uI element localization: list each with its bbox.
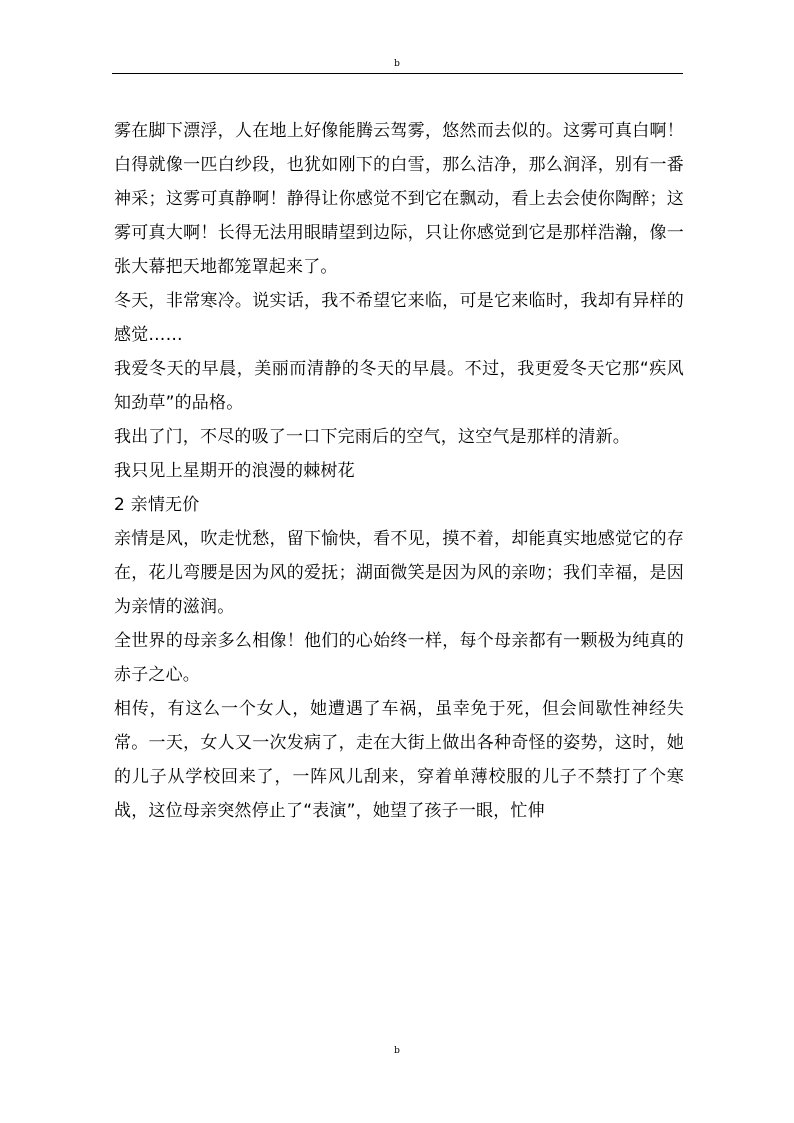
paragraph-winter-cold: 冬天，非常寒冷。说实话，我不希望它来临，可是它来临时，我却有异样的感觉…… bbox=[114, 291, 684, 345]
header-divider bbox=[112, 73, 683, 74]
section-heading: 2 亲情无价 bbox=[114, 495, 200, 515]
paragraph-winter-morning: 我爱冬天的早晨，美丽而清静的冬天的早晨。不过，我更爱冬天它那“疾风知劲草”的品格。 bbox=[114, 359, 684, 413]
page-footer: b bbox=[394, 1046, 400, 1056]
paragraph-fog: 雾在脚下漂浮，人在地上好像能腾云驾雾，悠然而去似的。这雾可真白啊！白得就像一匹白纱段，也犹如刚下的白雪，那么洁净，那么润泽，别有一番神采；这雾可真静啊！静得让你感觉不到它在飘动，看上去会使你陶醉；这雾可真大啊！长得无法用眼睛望到边际，只让你感觉到它是那样浩瀚，像一张大幕把天地都笼罩起来了。 bbox=[114, 121, 684, 277]
paragraph-flowers: 我只见上星期开的浪漫的棘树花 bbox=[114, 461, 355, 481]
paragraph-story: 相传，有这么一个女人，她遭遇了车祸，虽幸免于死，但会间歇性神经失常。一天，女人又一次发病了，走在大街上做出各种奇怪的姿势，这时，她的儿子从学校回来了，一阵风儿刮来，穿着单薄校服的儿子不禁打了个寒战，这位母亲突然停止了“表演”，她望了孩子一眼，忙伸 bbox=[114, 699, 684, 821]
paragraph-family-wind: 亲情是风，吹走忧愁，留下愉快，看不见，摸不着，却能真实地感觉它的存在，花儿弯腰是因为风的爱抚；湖面微笑是因为风的亲吻；我们幸福，是因为亲情的滋润。 bbox=[114, 529, 684, 617]
document-body bbox=[114, 114, 684, 828]
page-header: b bbox=[394, 59, 400, 69]
paragraph-fresh-air: 我出了门，不尽的吸了一口下完雨后的空气，这空气是那样的清新。 bbox=[114, 427, 630, 447]
paragraph-mothers: 全世界的母亲多么相像！他们的心始终一样，每个母亲都有一颗极为纯真的赤子之心。 bbox=[114, 631, 684, 685]
